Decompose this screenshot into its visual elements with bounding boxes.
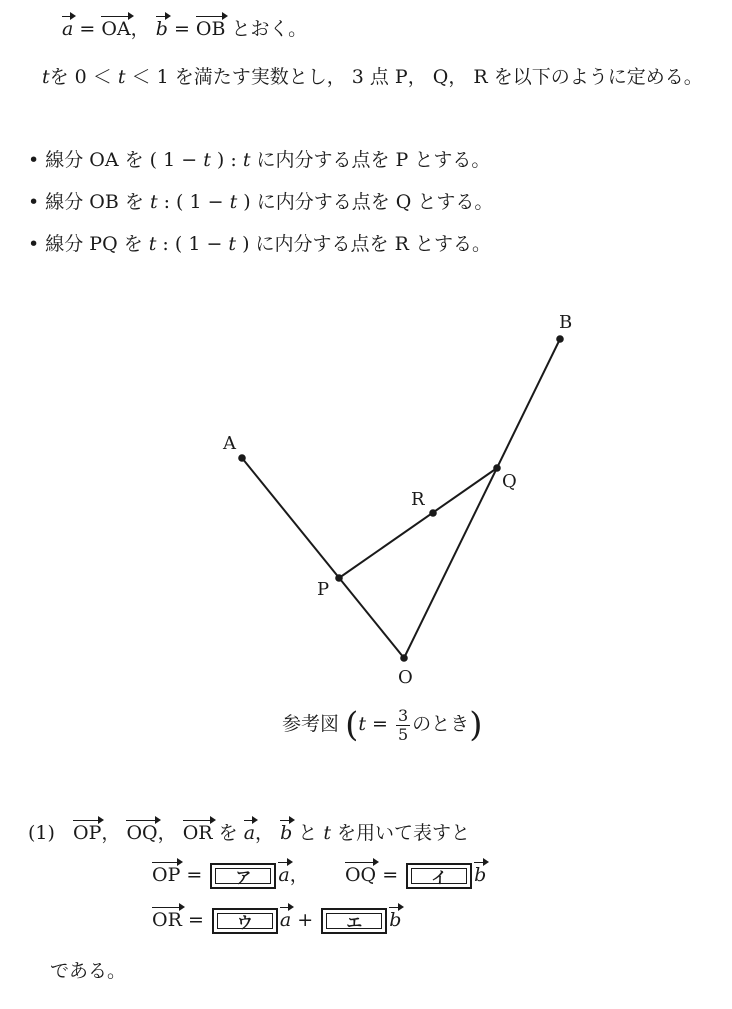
- comma: ，: [130, 18, 150, 40]
- answer-box-label: ア: [215, 868, 271, 884]
- vector-a: a: [279, 909, 292, 931]
- vector-op: OP: [152, 864, 181, 886]
- var-t: t: [323, 822, 331, 844]
- bullet-text: : ( 1 −: [156, 233, 229, 255]
- question-number: (1): [28, 822, 55, 844]
- vector-a: a: [278, 864, 290, 886]
- vector-a: a: [243, 822, 256, 844]
- point-q: [493, 464, 501, 472]
- var-t: t: [242, 149, 251, 171]
- bullet-text: 線分 OA を ( 1 −: [45, 149, 204, 171]
- var-t: t: [149, 191, 158, 213]
- point-o: [400, 654, 408, 662]
- figure-caption: 参考図 (t = $\frac{3}{5}$ のとき): [282, 705, 483, 745]
- bullet-item-q: [28, 187, 493, 214]
- vector-oq: OQ: [344, 864, 377, 886]
- condition-text-1: を 0 ＜: [49, 66, 118, 88]
- bullet-text: ) :: [210, 149, 243, 171]
- fraction-numerator: 3: [397, 705, 409, 725]
- segment-ob: [404, 339, 560, 658]
- condition-text-2: ＜ 1 を満たす実数とし， 3 点 P， Q， R を以下のように定める。: [125, 66, 703, 88]
- answer-box-label: ウ: [217, 913, 273, 929]
- answer-box-a[interactable]: [210, 863, 276, 889]
- equals-sign: =: [187, 909, 204, 931]
- equals-sign: =: [382, 864, 399, 886]
- condition-line: [42, 62, 703, 89]
- vector-or: OR: [152, 909, 182, 931]
- point-a: [238, 454, 246, 462]
- vector-a: a: [62, 18, 74, 40]
- answer-box-e[interactable]: [321, 908, 387, 934]
- definition-tail: とおく。: [231, 18, 308, 40]
- vector-b: b: [474, 864, 487, 886]
- label-p: P: [317, 579, 330, 600]
- vector-op: OP: [73, 822, 102, 844]
- caption-label: 参考図: [282, 713, 340, 735]
- equation-op: [152, 860, 486, 889]
- var-t: t: [117, 66, 126, 88]
- equals-sign: =: [79, 18, 96, 40]
- bullet-text: 線分 OB を: [45, 191, 150, 213]
- equation-or: [152, 908, 401, 934]
- fraction: [396, 707, 410, 744]
- label-r: R: [411, 489, 425, 510]
- fraction-denominator: 5: [397, 724, 409, 744]
- segment-pq: [339, 468, 497, 578]
- bullet-mark: •: [28, 149, 40, 171]
- label-q: Q: [502, 471, 517, 492]
- equals-sign: =: [372, 713, 388, 735]
- var-t: t: [358, 713, 366, 735]
- var-t: t: [148, 233, 157, 255]
- comma: ，: [255, 822, 275, 844]
- plus-sign: +: [297, 909, 314, 931]
- var-t: t: [228, 233, 237, 255]
- vector-oa: OA: [101, 18, 131, 40]
- lead-text: と: [292, 822, 324, 844]
- vector-ob: OB: [195, 18, 226, 40]
- bullet-text: 線分 PQ を: [45, 233, 149, 255]
- bullet-text: ) に内分する点を R とする。: [236, 233, 491, 255]
- vector-oq: OQ: [126, 822, 158, 844]
- bullet-mark: •: [28, 191, 40, 213]
- answer-box-u[interactable]: [212, 908, 278, 934]
- vector-b: b: [155, 18, 168, 40]
- vector-b: b: [389, 909, 402, 931]
- question-1-lead: [28, 818, 470, 845]
- bullet-item-r: [28, 229, 491, 256]
- bullet-mark: •: [28, 233, 40, 255]
- segment-oa: [242, 458, 404, 658]
- caption-tail: のとき: [412, 713, 470, 735]
- bullet-item-p: [28, 145, 490, 172]
- question-1-end: [50, 956, 126, 983]
- equals-sign: =: [173, 18, 190, 40]
- vector-definition-line: [62, 14, 307, 41]
- lead-text: を用いて表すと: [330, 822, 471, 844]
- end-text: である。: [50, 960, 127, 982]
- lead-text: を: [212, 822, 244, 844]
- answer-box-i[interactable]: [406, 863, 472, 889]
- var-t: t: [203, 149, 211, 171]
- label-a: A: [223, 433, 236, 454]
- comma: ，: [289, 864, 309, 886]
- bullet-text: : ( 1 −: [157, 191, 230, 213]
- bullet-text: ) に内分する点を Q とする。: [237, 191, 494, 213]
- point-b: [556, 335, 564, 343]
- vector-or: OR: [182, 822, 213, 844]
- point-r: [429, 509, 437, 517]
- answer-box-label: エ: [326, 913, 382, 929]
- reference-figure: [0, 290, 732, 710]
- var-t: t: [42, 66, 50, 88]
- comma: ，: [157, 822, 177, 844]
- comma: ，: [101, 822, 121, 844]
- vector-b: b: [280, 822, 293, 844]
- bullet-text: に内分する点を P とする。: [250, 149, 491, 171]
- answer-box-label: イ: [411, 868, 467, 884]
- label-o: O: [398, 667, 413, 688]
- equals-sign: =: [186, 864, 203, 886]
- label-b: B: [559, 312, 573, 333]
- point-p: [335, 574, 343, 582]
- var-t: t: [229, 191, 238, 213]
